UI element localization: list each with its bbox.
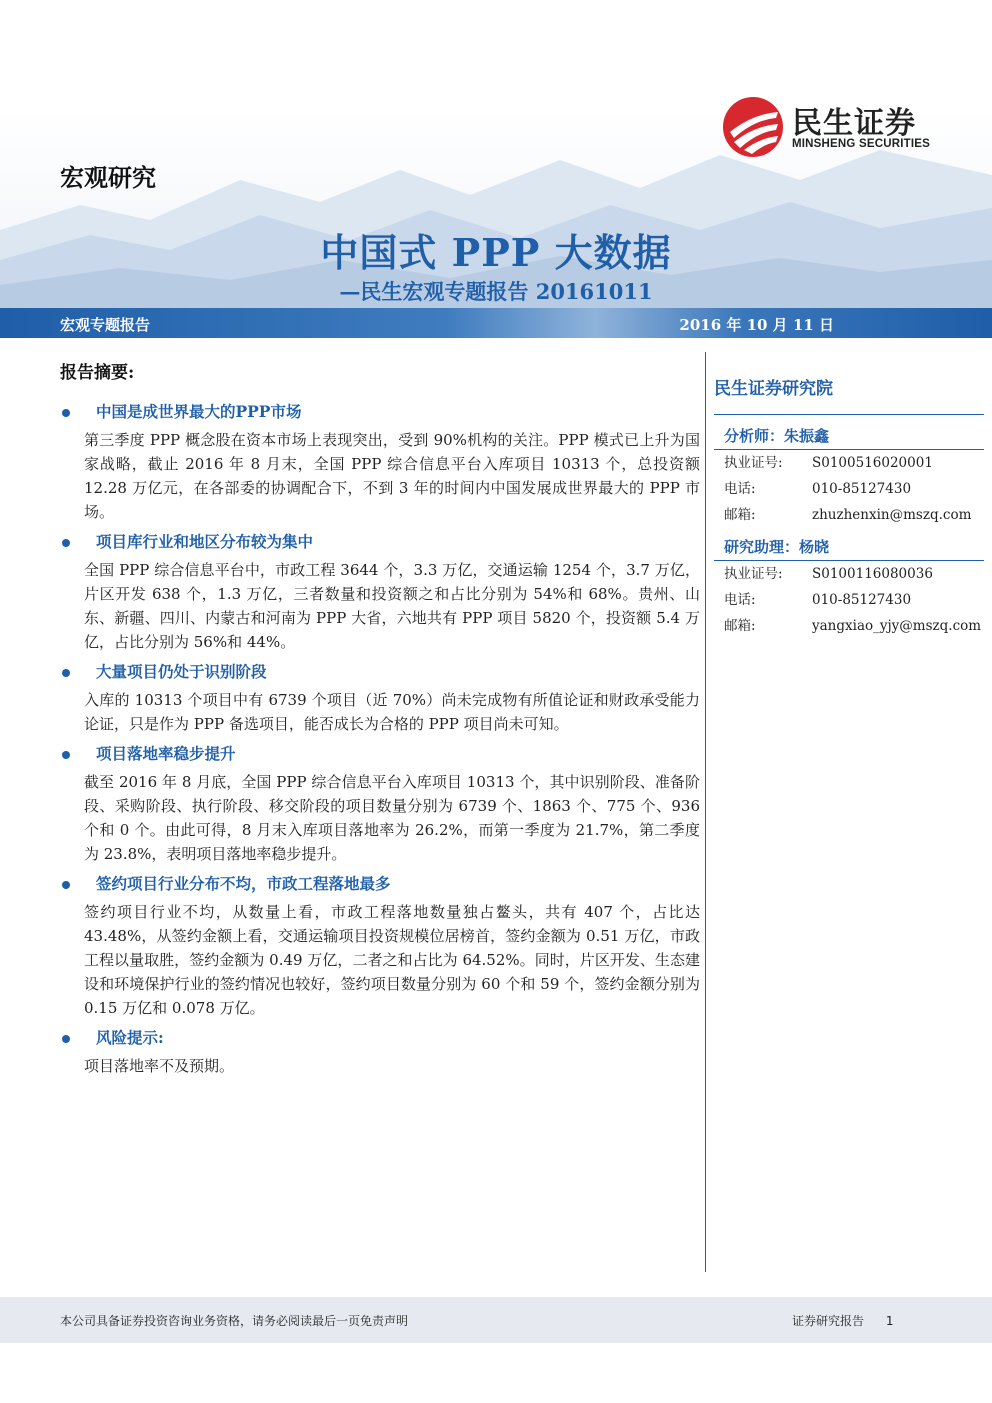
section-heading [60,1026,700,1050]
bullet-dot-icon [62,751,70,759]
report-date: 2016 年 10 月 11 日 [679,316,834,334]
report-subtitle: —民生宏观专题报告 20161011 [339,279,653,304]
phone-number: 010-85127430 [812,481,912,497]
email-row [714,613,984,639]
analyst-name: 分析师：朱振鑫 [714,417,984,450]
section-heading-text: 签约项目行业分布不均，市政工程落地最多 [96,874,391,893]
section-heading [60,400,700,424]
bullet-dot-icon [62,409,70,417]
email-address: yangxiao_yjy@mszq.com [812,618,982,634]
row-key: 电话: [724,481,756,497]
section-label: 宏观研究 [60,164,156,192]
abstract-section [60,530,700,654]
abstract-section [60,660,700,736]
analyst-block [714,417,984,528]
bullet-dot-icon [62,881,70,889]
bullet-dot-icon [62,1035,70,1043]
section-heading-text: 大量项目仍处于识别阶段 [96,662,267,681]
report-title: 中国式 PPP 大数据 [320,230,672,275]
institute-name: 民生证券研究院 [714,376,984,415]
risk-section [60,1026,700,1078]
section-body: 项目落地率不及预期。 [84,1057,235,1075]
sidebar-divider [705,352,706,1272]
section-body: 第三季度 PPP 概念股在资本市场上表现突出，受到 90%机构的关注。PPP 模式已上升为国家战略，截止 2016 年 8 月末，全国 PPP 综合信息平台入库项目 10313 个，总投资额 12.28 万亿元，在各部委的协调配合下，不到 3 年的时间内中国发展成世界最大的 PPP 市场。 [84,431,700,521]
abstract-section [60,872,700,1020]
minsheng-logo-mark-icon [722,96,784,158]
row-key: 电话: [724,592,756,608]
phone-row [714,587,984,613]
license-row [714,561,984,587]
license-number: S0100116080036 [812,566,933,582]
section-heading-text: 中国是成世界最大的PPP市场 [96,402,302,421]
footer-doc-type: 证券研究报告 [792,1314,865,1328]
section-heading-text: 风险提示: [96,1028,164,1047]
logo-english-name: MINSHENG SECURITIES [792,138,930,150]
page-number: 1 [885,1314,894,1328]
section-heading [60,872,700,896]
abstract-column [60,360,700,1084]
row-key: 邮箱: [724,618,756,634]
section-body: 入库的 10313 个项目中有 6739 个项目（近 70%）尚未完成物有所值论证和财政承受能力论证，只是作为 PPP 备选项目，能否成长为合格的 PPP 项目尚未可知。 [84,691,700,733]
section-heading [60,742,700,766]
footer-disclaimer: 本公司具备证券投资咨询业务资格，请务必阅读最后一页免责声明 [60,1314,409,1328]
license-row [714,450,984,476]
abstract-section [60,400,700,524]
section-heading-text: 项目库行业和地区分布较为集中 [96,532,314,551]
assistant-name: 研究助理：杨晓 [714,528,984,561]
section-heading [60,530,700,554]
logo-chinese-name: 民生证券 [792,106,916,141]
report-type-banner [0,308,992,338]
section-body: 全国 PPP 综合信息平台中，市政工程 3644 个，3.3 万亿，交通运输 1254 个，3.7 万亿，片区开发 638 个，1.3 万亿，三者数量和投资额之和占比分别为 54%和 68%。贵州、山东、新疆、四川、内蒙古和河南为 PPP 大省，六地共有 PPP 项目 5820 个，投资额 5.4 万亿，占比分别为 56%和 44%。 [84,561,700,651]
page-footer [0,1297,992,1343]
section-heading [60,660,700,684]
section-body: 签约项目行业不均，从数量上看，市政工程落地数量独占鳌头，共有 407 个，占比达 43.48%，从签约金额上看，交通运输项目投资规模位居榜首，签约金额为 0.51 万亿，市政工程以量取胜，签约金额为 0.49 万亿，二者之和占比为 64.52%。同时，片区开发、生态建设和环境保护行业的签约情况也较好，签约项目数量分别为 60 个和 59 个，签约金额分别为 0.15 万亿和 0.078 万亿。 [84,903,700,1017]
license-number: S0100516020001 [812,455,933,471]
company-logo [722,96,952,156]
abstract-section [60,742,700,866]
row-key: 邮箱: [724,507,756,523]
row-key: 执业证号: [724,566,783,582]
abstract-title: 报告摘要: [60,363,135,383]
email-address: zhuzhenxin@mszq.com [812,507,972,523]
bullet-dot-icon [62,669,70,677]
bullet-dot-icon [62,539,70,547]
phone-row [714,476,984,502]
footer-right [792,1312,893,1329]
section-body: 截至 2016 年 8 月底，全国 PPP 综合信息平台入库项目 10313 个，其中识别阶段、准备阶段、采购阶段、执行阶段、移交阶段的项目数量分别为 6739 个、1863 个、775 个、936 个和 0 个。由此可得，8 月末入库项目落地率为 26.2%，而第一季度为 21.7%，第二季度为 23.8%，表明项目落地率稳步提升。 [84,773,700,863]
report-type-label: 宏观专题报告 [60,316,151,334]
row-key: 执业证号: [724,455,783,471]
section-heading-text: 项目落地率稳步提升 [96,744,236,763]
analyst-sidebar [714,376,984,639]
email-row [714,502,984,528]
phone-number: 010-85127430 [812,592,912,608]
assistant-block [714,528,984,639]
